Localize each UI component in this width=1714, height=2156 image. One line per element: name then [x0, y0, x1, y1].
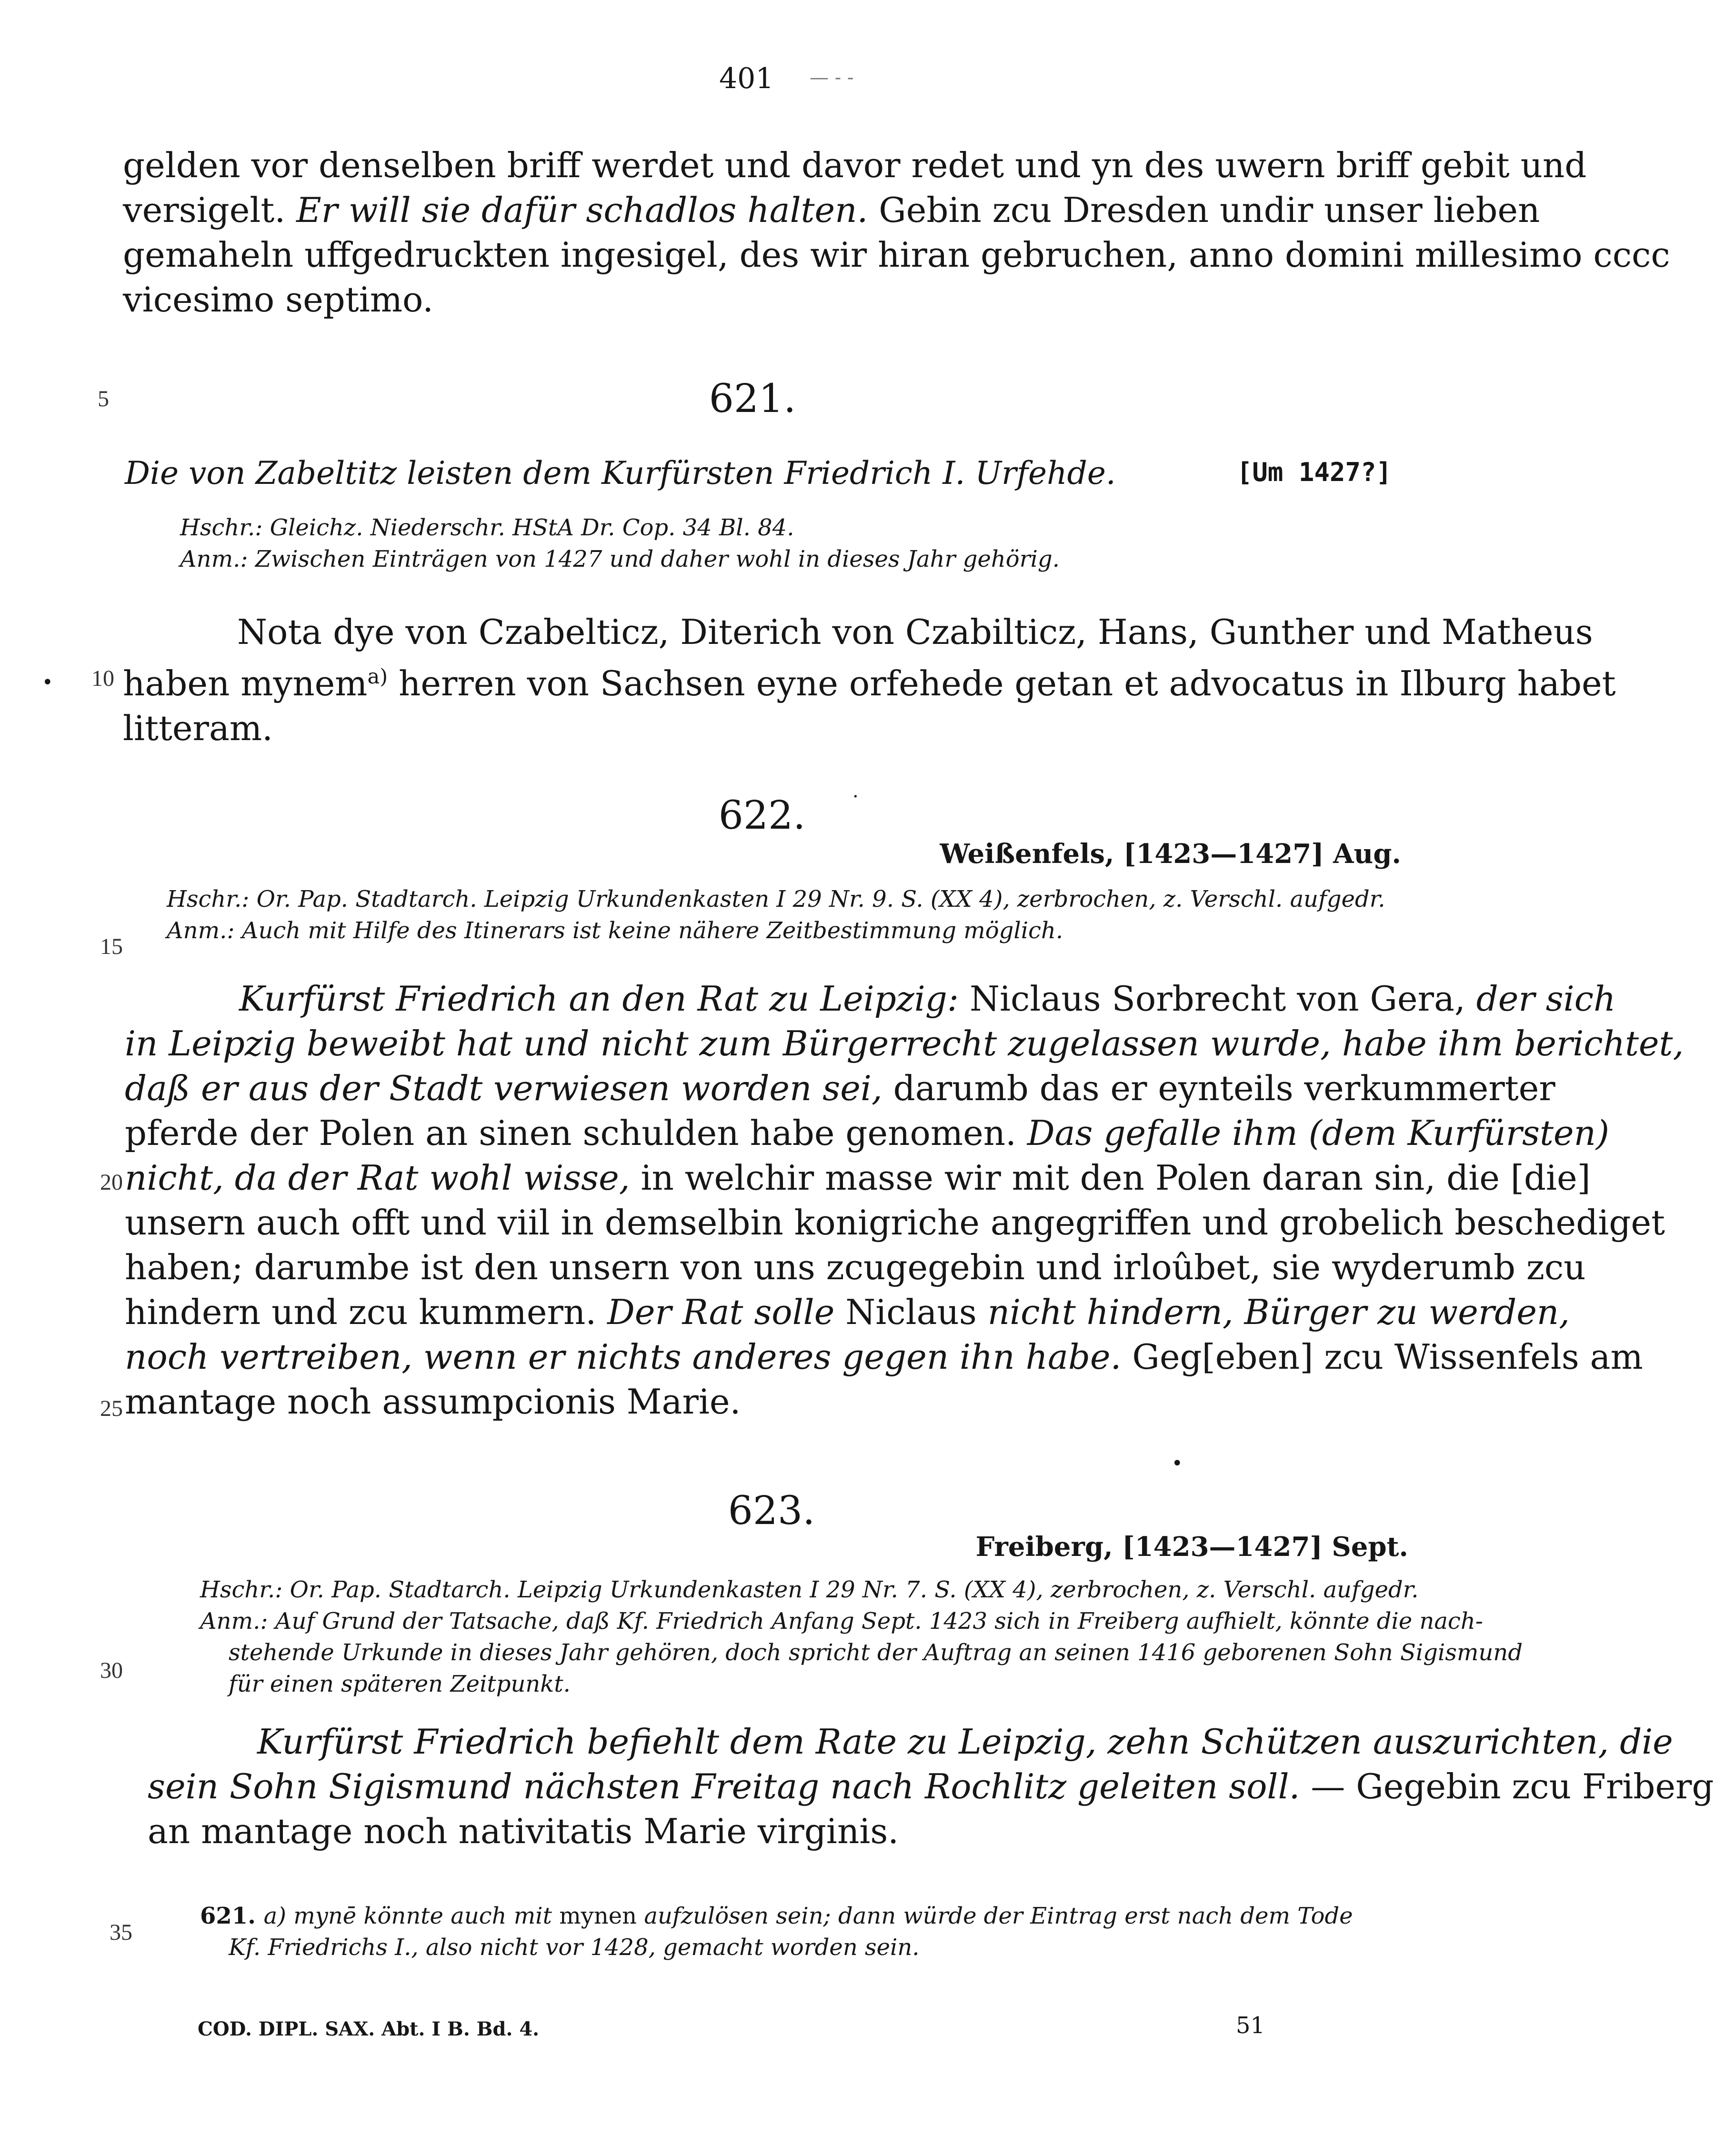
text-line	[125, 976, 1684, 1021]
text-run: herren von Sachsen eyne orfehede getan et advocatus in Ilburg habet	[388, 663, 1616, 703]
meta-line: stehende Urkunde in dieses Jahr gehören, doch spricht der Auftrag an seinen 1416 geborenen Sohn Sigismund	[229, 1639, 1523, 1666]
text-line	[123, 654, 1616, 706]
meta-line: Anm.: Auch mit Hilfe des Itinerars ist keine nähere Zeitbestimmung möglich.	[167, 917, 1063, 944]
text-line	[125, 1111, 1684, 1155]
doc-621-date: [Um 1427?]	[1236, 457, 1392, 487]
footer-series: COD. DIPL. SAX. Abt. I B. Bd. 4.	[198, 2018, 540, 2040]
text-run: könnte auch mit	[363, 1903, 560, 1929]
text-run: Er will sie dafür schadlos halten.	[296, 190, 868, 230]
text-run: gemaheln uffgedruckten ingesigel, des wir hiran gebruchen, anno domini millesimo cccc	[123, 235, 1670, 275]
line-number-35: 35	[110, 1920, 132, 1945]
intro-paragraph	[123, 143, 1670, 322]
line-number-20: 20	[100, 1170, 123, 1195]
text-run: a)	[367, 665, 388, 689]
stray-dot: ·	[852, 786, 859, 808]
line-number-25: 25	[100, 1396, 123, 1421]
text-run: Der Rat solle	[607, 1292, 835, 1332]
text-run: Niclaus	[834, 1292, 988, 1332]
text-line	[148, 1764, 1714, 1809]
page-number: 401	[719, 62, 774, 95]
footnote	[200, 1900, 1353, 1963]
text-run: Kf. Friedrichs I., also nicht vor 1428, gemacht worden sein.	[229, 1934, 920, 1961]
margin-dot: •	[42, 672, 53, 693]
text-run: mantage noch assumpcionis Marie.	[125, 1382, 741, 1422]
doc-623-meta	[200, 1574, 1523, 1700]
text-line	[148, 1809, 1714, 1854]
text-line	[123, 610, 1616, 654]
doc-623-place-date: Freiberg, [1423—1427] Sept.	[975, 1531, 1408, 1563]
text-run: an mantage noch nativitatis Marie virginis.	[148, 1811, 899, 1851]
doc-621-meta	[180, 512, 1060, 575]
text-line	[123, 277, 1670, 322]
text-run: nicht, da der Rat wohl wisse,	[125, 1158, 630, 1198]
text-line	[123, 143, 1670, 188]
text-run: vicesimo septimo.	[123, 280, 433, 320]
text-run: litteram.	[123, 708, 273, 748]
text-line	[123, 232, 1670, 277]
text-run: Kurfürst Friedrich an den Rat zu Leipzig:	[239, 979, 959, 1019]
text-run: der sich	[1476, 979, 1616, 1019]
text-run: haben; darumbe ist den unsern von uns zcugegebin und irloûbet, sie wyderumb zcu	[125, 1247, 1586, 1287]
doc-623-body	[148, 1719, 1714, 1854]
text-run: haben mynem	[123, 663, 368, 703]
text-run: Gebin zcu Dresden undir unser lieben	[868, 190, 1540, 230]
text-line	[125, 1021, 1684, 1066]
line-number-5: 5	[98, 386, 109, 411]
text-line	[200, 1900, 1353, 1932]
meta-line: Hschr.: Or. Pap. Stadtarch. Leipzig Urkundenkasten I 29 Nr. 9. S. (XX 4), zerbrochen, z. Verschl. aufgedr.	[167, 886, 1385, 913]
text-run: in welchir masse wir mit den Polen daran sin, die [die]	[630, 1158, 1591, 1198]
text-run: daß er aus der Stadt verwiesen worden sei,	[125, 1068, 882, 1108]
doc-621-body	[123, 610, 1616, 751]
text-line	[125, 1379, 1684, 1424]
text-run: noch vertreiben, wenn er nichts anderes gegen ihn habe.	[125, 1337, 1122, 1377]
text-line	[125, 1066, 1684, 1111]
text-run: Geg[eben] zcu Wissenfels am	[1121, 1337, 1643, 1377]
doc-621-number: 621.	[709, 376, 796, 421]
text-run: sein Sohn Sigismund nächsten Freitag nach Rochlitz geleiten soll.	[148, 1766, 1300, 1806]
text-line	[125, 1245, 1684, 1290]
text-run: mynen	[559, 1903, 637, 1929]
text-run: 621.	[200, 1903, 264, 1929]
text-run: unsern auch offt und viil in demselbin konigriche angegriffen und grobelich beschediget	[125, 1203, 1665, 1243]
text-run: gelden vor denselben briff werdet und davor redet und yn des uwern briff gebit und	[123, 145, 1587, 185]
text-line	[125, 1200, 1684, 1245]
doc-621-title: Die von Zabeltitz leisten dem Kurfürsten Friedrich I. Urfehde.	[125, 455, 1116, 491]
line-number-30: 30	[100, 1658, 123, 1683]
text-run: a) mynē	[263, 1903, 364, 1929]
doc-623-number: 623.	[728, 1488, 815, 1534]
meta-line: für einen späteren Zeitpunkt.	[229, 1671, 571, 1697]
text-line	[125, 1334, 1684, 1379]
text-line	[200, 1932, 1353, 1963]
doc-622-meta	[167, 883, 1385, 946]
text-run: versigelt.	[123, 190, 297, 230]
text-run: Niclaus Sorbrecht von Gera,	[959, 979, 1476, 1019]
text-line	[123, 706, 1616, 751]
doc-622-place-date: Weißenfels, [1423—1427] Aug.	[940, 838, 1401, 870]
text-run: nicht hindern, Bürger zu werden,	[987, 1292, 1570, 1332]
text-line	[123, 188, 1670, 232]
text-run: in Leipzig beweibt hat und nicht zum Bürgerrecht zugelassen wurde, habe ihm berichtet,	[125, 1023, 1684, 1063]
text-line	[125, 1155, 1684, 1200]
line-number-15: 15	[100, 934, 123, 959]
doc-622-body	[125, 976, 1684, 1424]
text-run: darumb das er eynteils verkummerter	[882, 1068, 1555, 1108]
meta-line: Hschr.: Gleichz. Niederschr. HStA Dr. Cop. 34 Bl. 84.	[180, 514, 794, 541]
header-dashes: — - -	[810, 67, 854, 89]
text-run: Das gefalle ihm (dem Kurfürsten)	[1027, 1113, 1610, 1153]
text-run: aufzulösen sein; dann würde der Eintrag erst nach dem Tode	[637, 1903, 1353, 1929]
text-line	[125, 1290, 1684, 1334]
text-run: Nota dye von Czabelticz, Diterich von Czabilticz, Hans, Gunther und Matheus	[237, 612, 1593, 652]
meta-line: Anm.: Auf Grund der Tatsache, daß Kf. Friedrich Anfang Sept. 1423 sich in Freiberg aufhielt, könnte die nach-	[200, 1608, 1483, 1635]
line-number-10: 10	[91, 666, 114, 691]
text-line	[148, 1719, 1714, 1764]
text-run: hindern und zcu kummern.	[125, 1292, 608, 1332]
stray-dot: •	[1172, 1453, 1183, 1474]
meta-line: Hschr.: Or. Pap. Stadtarch. Leipzig Urkundenkasten I 29 Nr. 7. S. (XX 4), zerbrochen, z. Verschl. aufgedr.	[200, 1576, 1419, 1603]
meta-line: Anm.: Zwischen Einträgen von 1427 und daher wohl in dieses Jahr gehörig.	[180, 546, 1060, 572]
text-run: pferde der Polen an sinen schulden habe genomen.	[125, 1113, 1027, 1153]
doc-622-number: 622.	[718, 793, 806, 838]
text-run: Kurfürst Friedrich befiehlt dem Rate zu Leipzig, zehn Schützen auszurichten, die	[257, 1722, 1673, 1762]
text-run: — Gegebin zcu Friberg	[1300, 1766, 1714, 1806]
footer-sheet-number: 51	[1236, 2012, 1265, 2039]
